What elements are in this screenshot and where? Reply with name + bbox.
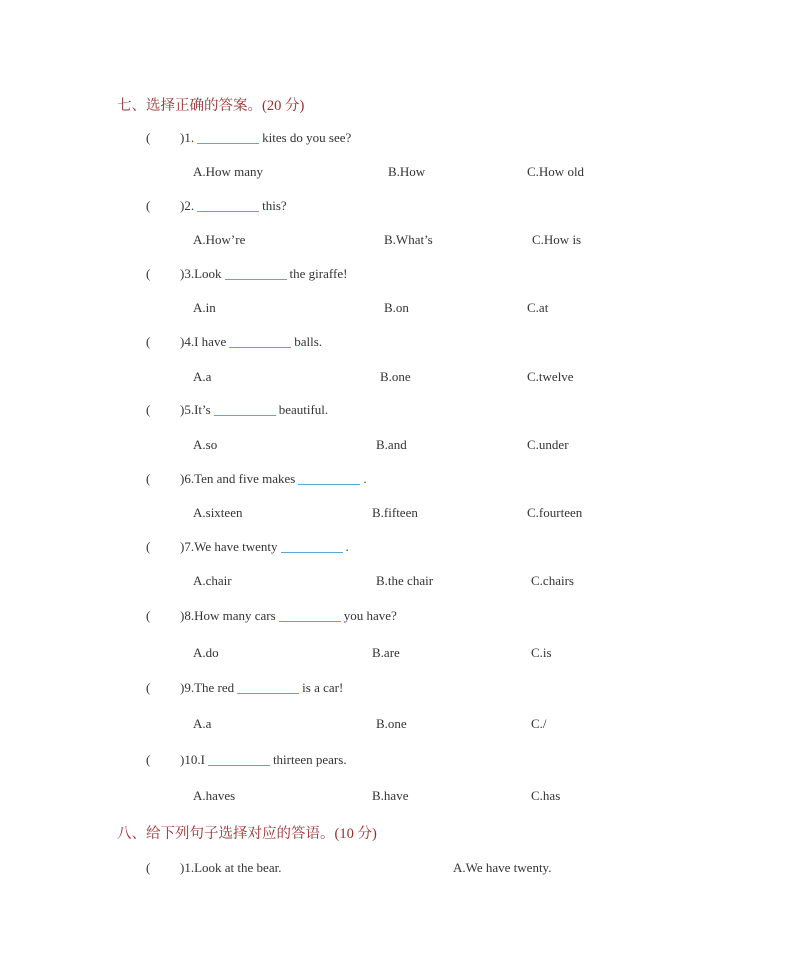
option-c[interactable]: C.is [531,645,552,660]
question-number: )4. [180,334,195,349]
answer-blank[interactable] [281,551,343,553]
option-b[interactable]: B.one [380,369,411,384]
question-number: )5. [180,402,195,417]
option-a[interactable]: A.chair [193,573,232,588]
answer-paren[interactable]: ( [146,402,151,417]
question-8 [146,608,397,624]
question-number: )8. [180,608,195,623]
option-a[interactable]: A.do [193,645,219,660]
answer-blank[interactable] [214,414,276,416]
option-a[interactable]: A.so [193,437,218,452]
question-text-before: The red [194,680,235,695]
question-number: )2. [180,198,195,213]
question-7 [146,539,349,555]
option-c[interactable]: C.fourteen [527,505,583,520]
answer-paren[interactable]: ( [146,860,151,875]
question-text-after: beautiful. [278,402,329,417]
question-number: )9. [180,680,195,695]
option-c[interactable]: C./ [531,716,547,731]
question-text-after: the giraffe! [289,266,348,281]
question-number: )1. [180,860,195,875]
answer-paren[interactable]: ( [146,130,151,145]
question-number: )6. [180,471,195,486]
option-a[interactable]: A.a [193,369,212,384]
question-number: )3. [180,266,195,281]
question-4 [146,334,322,350]
option-b[interactable]: B.What’s [384,232,433,247]
question-text-after: you have? [343,608,397,623]
option-c[interactable]: C.under [527,437,569,452]
option-a[interactable]: A.haves [193,788,236,803]
answer-blank[interactable] [197,142,259,144]
option-b[interactable]: B.on [384,300,409,315]
question-10 [146,752,347,768]
option-b[interactable]: B.have [372,788,409,803]
option-b[interactable]: B.one [376,716,407,731]
answer-paren[interactable]: ( [146,608,151,623]
question-1 [146,130,351,146]
option-b[interactable]: B.How [388,164,426,179]
question-3 [146,266,347,282]
question-text-after: balls. [294,334,323,349]
option-c[interactable]: C.at [527,300,549,315]
question-6 [146,471,367,487]
option-c[interactable]: C.chairs [531,573,574,588]
question-text: Look at the bear. [194,860,282,875]
option-b[interactable]: B.fifteen [372,505,418,520]
answer-paren[interactable]: ( [146,266,151,281]
answer-blank[interactable] [208,764,270,766]
question-number: )10. [180,752,201,767]
question-text-before: We have twenty [194,539,278,554]
option-c[interactable]: C.How is [532,232,582,247]
answer-blank[interactable] [237,692,299,694]
match-question-1 [146,860,281,876]
question-text-before: How many cars [194,608,276,623]
option-a[interactable]: A.How many [193,164,264,179]
question-number: )7. [180,539,195,554]
option-a[interactable]: A.in [193,300,216,315]
question-text-after: . [363,471,367,486]
option-a[interactable]: A.sixteen [193,505,243,520]
answer-blank[interactable] [279,620,341,622]
question-5 [146,402,328,418]
option-c[interactable]: C.has [531,788,561,803]
answer-paren[interactable]: ( [146,198,151,213]
question-number: )1. [180,130,195,145]
answer-paren[interactable]: ( [146,334,151,349]
question-text-before: I have [194,334,227,349]
option-a[interactable]: A.How’re [193,232,246,247]
answer-blank[interactable] [298,483,360,485]
question-text-before: I [200,752,205,767]
section-7-title: 七、选择正确的答案。(20 分) [117,98,305,114]
question-text-before: Look [194,266,222,281]
question-text-before: Ten and five makes [194,471,296,486]
question-text-after: this? [262,198,287,213]
answer-blank[interactable] [197,210,259,212]
answer-blank[interactable] [229,346,291,348]
option-b[interactable]: B.and [376,437,407,452]
section-8-title: 八、给下列句子选择对应的答语。(10 分) [117,826,377,842]
answer-paren[interactable]: ( [146,471,151,486]
option-b[interactable]: B.the chair [376,573,434,588]
question-text-after: thirteen pears. [272,752,347,767]
answer-paren[interactable]: ( [146,680,151,695]
option-c[interactable]: C.How old [527,164,585,179]
option-c[interactable]: C.twelve [527,369,574,384]
question-text-after: . [345,539,349,554]
answer-paren[interactable]: ( [146,539,151,554]
question-9 [146,680,343,696]
answer-paren[interactable]: ( [146,752,151,767]
answer-a: A.We have twenty. [453,860,552,875]
option-a[interactable]: A.a [193,716,212,731]
answer-blank[interactable] [225,278,287,280]
question-2 [146,198,287,214]
question-text-before: It’s [194,402,211,417]
question-text-after: is a car! [302,680,344,695]
option-b[interactable]: B.are [372,645,400,660]
question-text-after: kites do you see? [262,130,352,145]
